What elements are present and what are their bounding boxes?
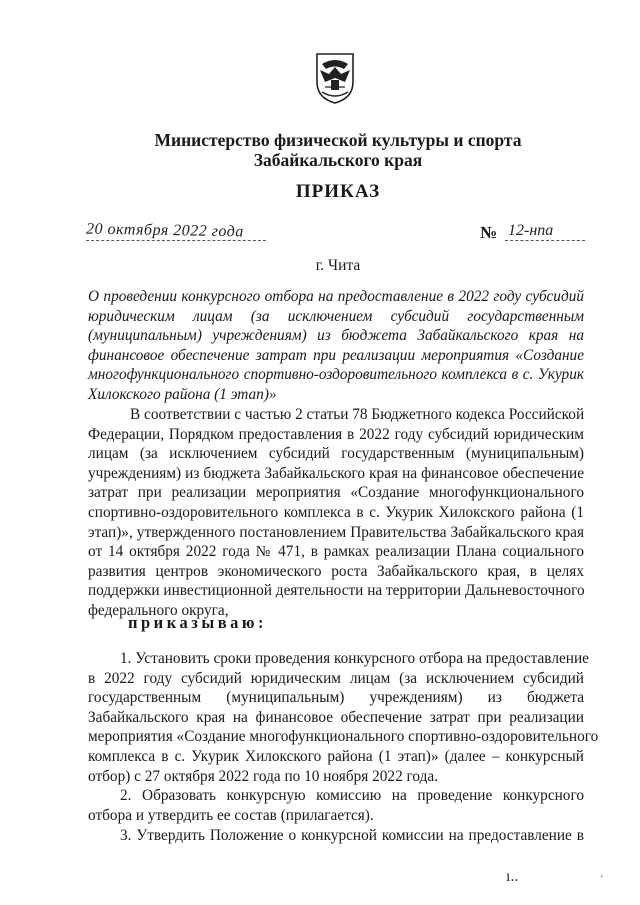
order-subject xyxy=(88,287,584,405)
ministry-name-line2: Забайкальского края xyxy=(253,150,423,170)
ministry-name-line1: Министерство физической культуры и спорта xyxy=(154,130,522,150)
order-item-3 xyxy=(88,826,584,846)
handwritten-number: 12-нпа xyxy=(508,222,554,239)
date-underline xyxy=(86,240,266,241)
subject-line: (муниципальным) учреждениям) из бюджета Забайкальского края на xyxy=(88,327,584,345)
preamble-line: федерального округа, xyxy=(88,601,229,619)
document-title: ПРИКАЗ xyxy=(295,181,381,202)
preamble-line: учреждениям) из бюджета Забайкальского края на финансовое обеспечение xyxy=(88,464,584,482)
preamble-line: от 14 октября 2022 года № 471, в рамках реализации Плана социального xyxy=(88,543,584,561)
item-line: 3. Утвердить Положение о конкурсной комиссии на предоставление в xyxy=(120,827,584,844)
preamble-line: спортивно-оздоровительного комплекса в с. Укурик Хилокского района (1 xyxy=(88,503,584,521)
order-item-1 xyxy=(88,649,599,786)
item-line: мероприятия «Создание многофункционального спортивно-оздоровительного xyxy=(88,728,599,746)
preamble-paragraph xyxy=(88,405,584,621)
preamble-line: Федерации, Порядком предоставления в 2022 году субсидий юридическим xyxy=(88,425,584,443)
subject-line: О проведении конкурсного отбора на предоставление в 2022 году субсидий xyxy=(88,288,584,305)
item-line: 1. Установить сроки проведения конкурсного отбора на предоставление xyxy=(120,650,589,667)
item-line: государственным (муниципальным) учреждениям) из бюджета xyxy=(88,689,584,707)
number-label: № xyxy=(480,223,498,242)
item-line: отбор) с 27 октября 2022 года по 10 ноября 2022 года. xyxy=(88,767,439,785)
order-item-2 xyxy=(88,786,584,825)
subject-line: юридическим лицам (за исключением субсидий государственным xyxy=(88,307,584,325)
preamble-line: В соответствии с частью 2 статьи 78 Бюджетного кодекса Российской xyxy=(130,406,585,423)
subject-line: финансовое обеспечение затрат при реализации мероприятия «Создание xyxy=(88,346,584,364)
handwritten-date: 20 октября 2022 года xyxy=(85,220,245,241)
number-underline xyxy=(505,240,585,241)
preamble-line: затрат при реализации мероприятия «Создание многофункционального xyxy=(88,484,584,502)
subject-line: Хилокского района (1 этап)» xyxy=(88,385,277,403)
item-line: Забайкальского края на финансовое обеспечение затрат при реализации xyxy=(88,708,584,726)
subject-line: многофункционального спортивно-оздоровительного комплекса в с. Укурик xyxy=(88,366,584,384)
preamble-line: развития центров экономического роста Забайкальского края, в целях xyxy=(88,562,584,580)
item-line: 2. Образовать конкурсную комиссию на проведение конкурсного xyxy=(120,787,584,804)
preamble-line: поддержки инвестиционной деятельности на территории Дальневосточного xyxy=(88,582,585,600)
item-line: в 2022 году субсидий юридическим лицам (за исключением субсидий xyxy=(88,669,584,687)
scan-mark: ı.. xyxy=(506,868,519,885)
preamble-line: лицам (за исключением субсидий государственным (муниципальным) xyxy=(88,445,584,463)
scan-dot: · xyxy=(600,872,604,883)
orders-heading: приказываю: xyxy=(128,613,267,632)
item-line: отбора и утвердить ее состав (прилагается). xyxy=(88,806,374,824)
item-line: комплекса в с. Укурик Хилокского района (1 этап)» (далее – конкурсный xyxy=(88,747,584,765)
preamble-line: этап)», утвержденного постановлением Правительства Забайкальского края xyxy=(88,523,584,541)
coat-of-arms-emblem xyxy=(314,52,356,104)
city-name: г. Чита xyxy=(315,257,361,274)
